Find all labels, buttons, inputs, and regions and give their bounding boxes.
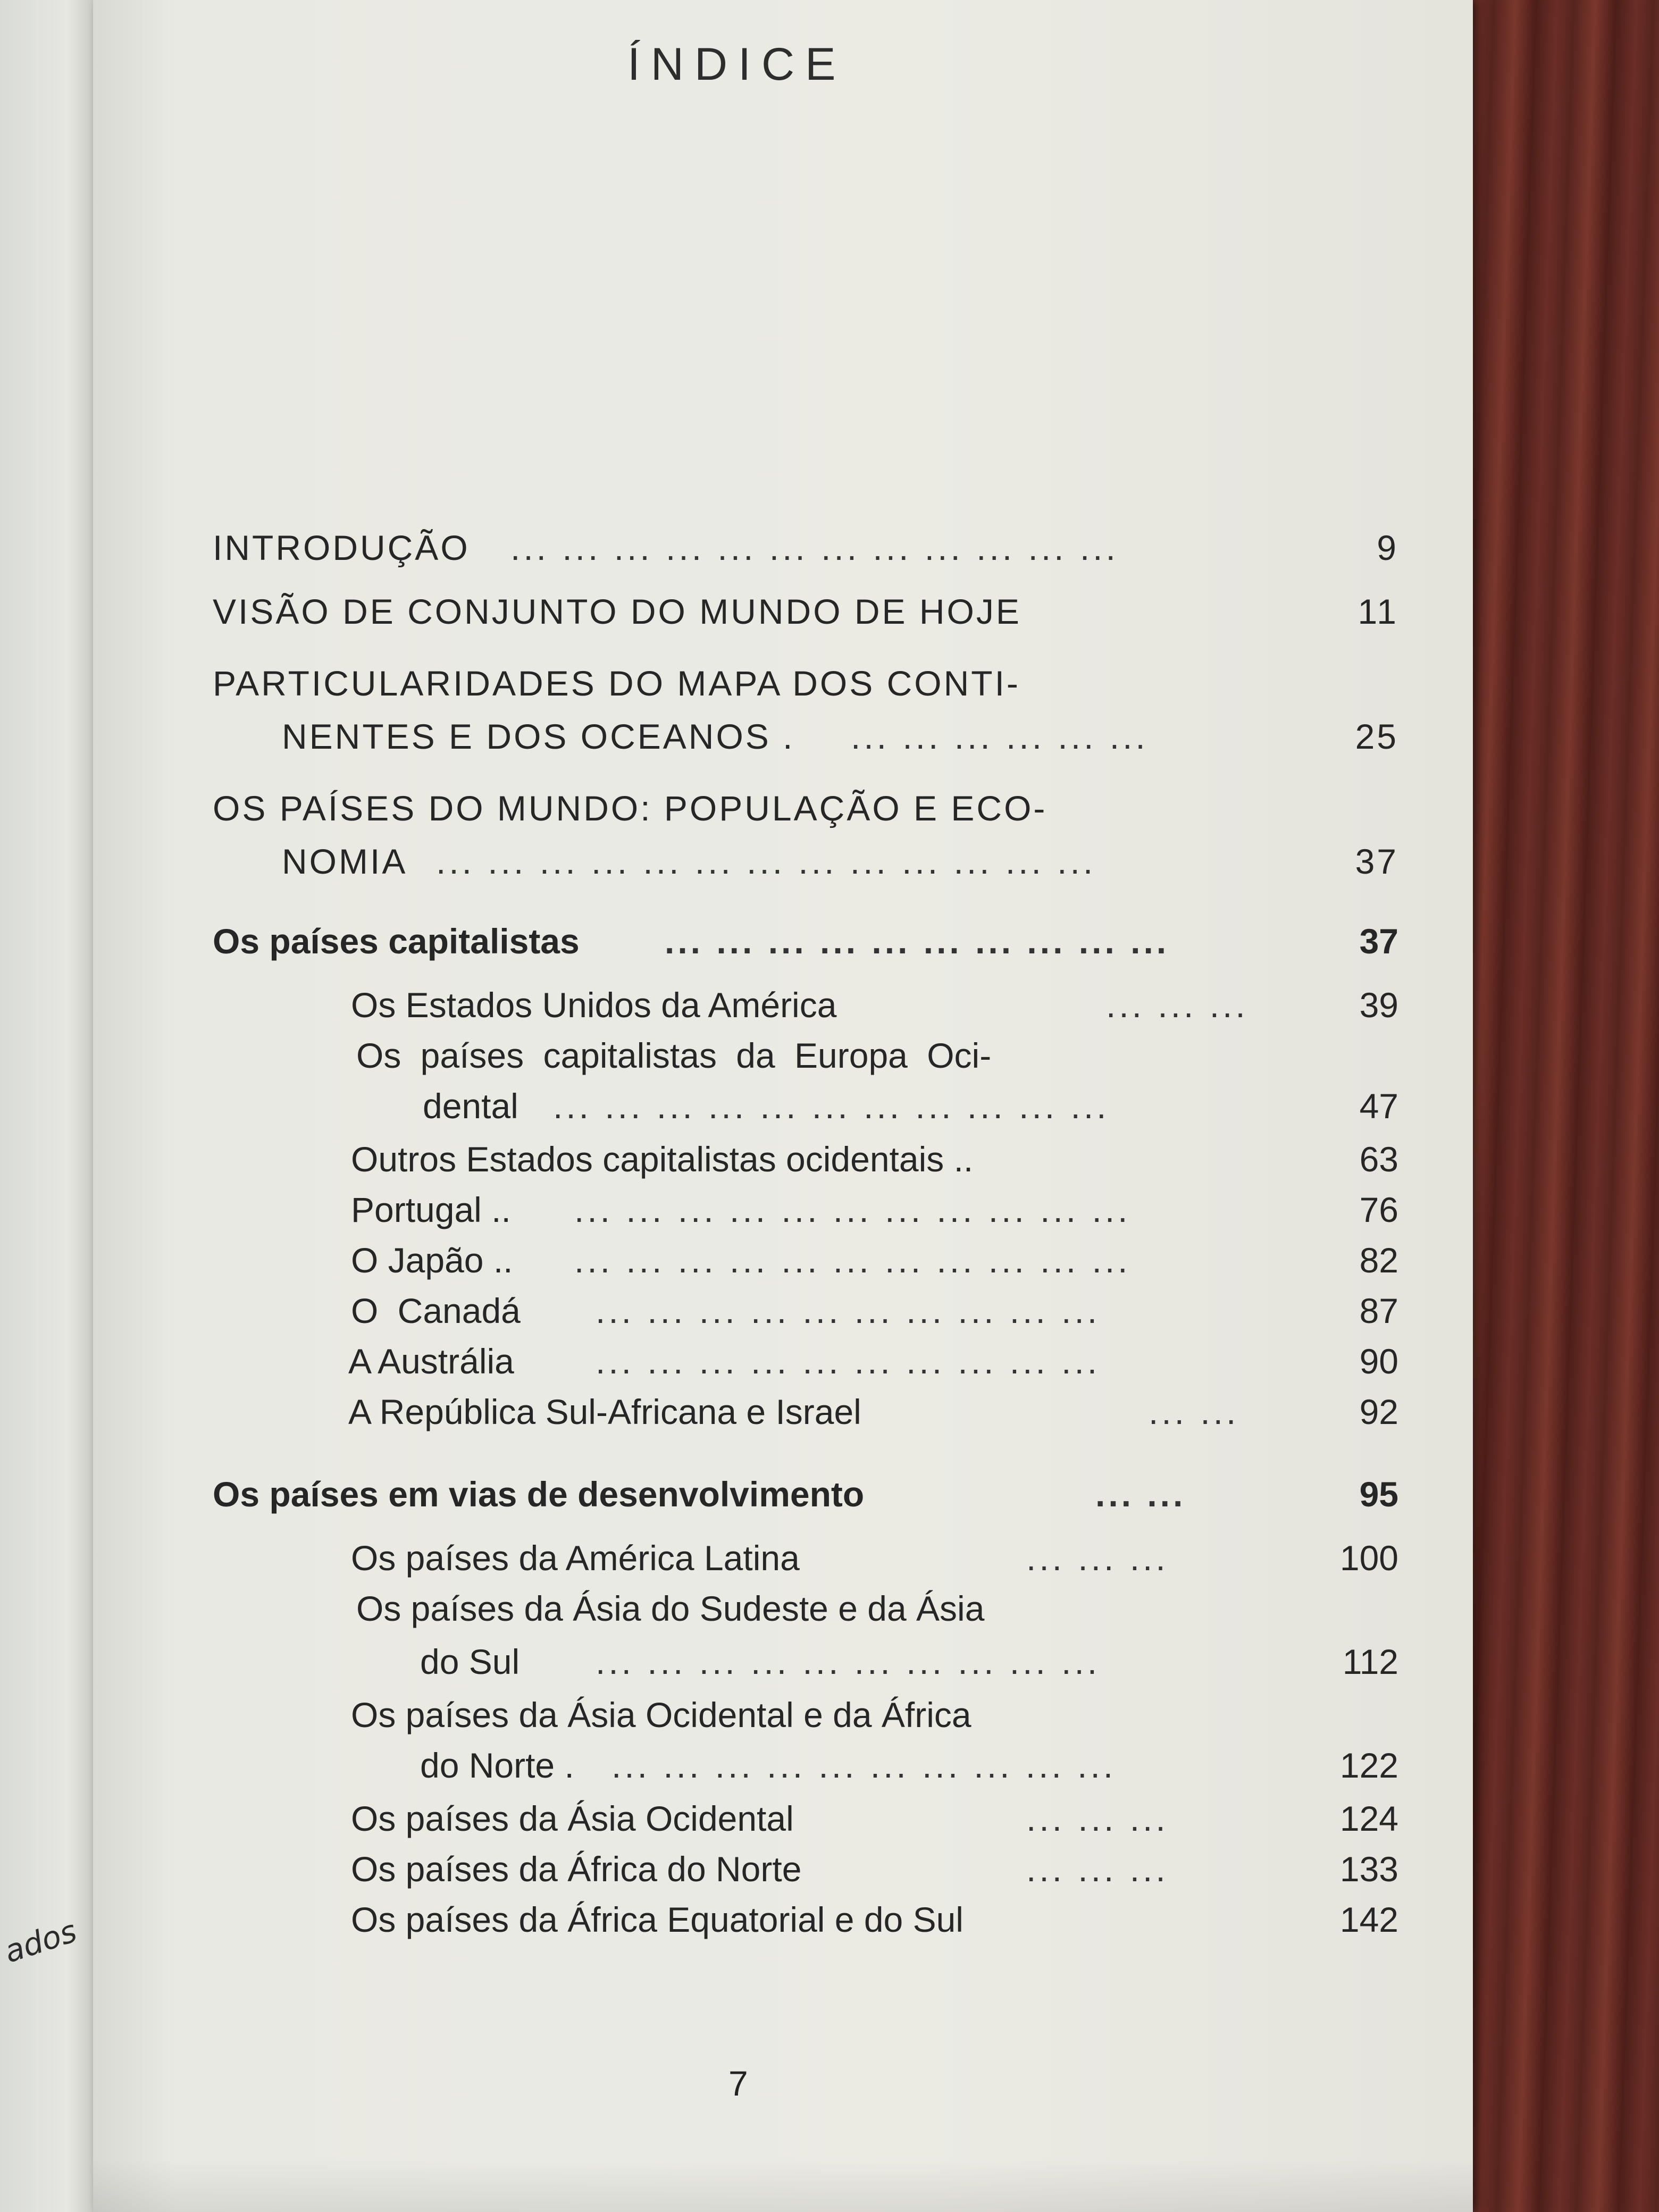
toc-entry-page: 25 [1355,717,1398,756]
toc-entry-page: 100 [1339,1538,1398,1578]
toc-leader-dots: ... ... ... [1026,1799,1169,1838]
page-shadow [93,2159,1473,2212]
toc-section-capitalistas [213,915,1398,968]
toc-entry-particularidades-line2 [213,710,1398,763]
toc-leader-dots: ... ... [1149,1392,1239,1431]
toc-entry-america-latina [213,1531,1398,1585]
toc-entry-asia-sudeste-line2 [213,1635,1398,1688]
toc-entry-japao [213,1234,1398,1287]
toc-entry-asia-africa-line1 [213,1688,1398,1741]
toc-entry-page: 37 [1355,842,1398,881]
toc-entry-page: 112 [1342,1642,1398,1681]
toc-entry-label: NENTES E DOS OCEANOS . [282,717,795,756]
toc-leader-dots: ... ... ... ... ... ... ... ... ... ... ... [553,1086,1110,1126]
toc-entry-africa-norte [213,1842,1398,1896]
toc-entry-europa-line1 [213,1029,1398,1082]
toc-entry-label: Os países capitalistas da Europa Oci- [356,1036,992,1075]
toc-entry-label: Os países da América Latina [351,1538,800,1578]
toc-entry-australia [213,1335,1398,1388]
toc-entry-introducao [213,521,1398,574]
toc-entry-asia-africa-line2 [213,1739,1398,1792]
toc-leader-dots: ... ... ... ... ... ... ... ... ... ... [665,921,1170,961]
toc-entry-label: Os países da África Equatorial e do Sul [351,1900,963,1939]
page-number: 7 [728,2064,748,2103]
toc-entry-page: 124 [1339,1799,1398,1838]
toc-entry-label: O Japão .. [351,1241,513,1280]
toc-leader-dots: ... ... ... ... ... ... [851,717,1149,756]
toc-entry-eua [213,978,1398,1032]
toc-entry-europa-line2 [213,1079,1398,1133]
toc-leader-dots: ... ... [1095,1474,1186,1514]
toc-entry-page: 87 [1359,1291,1398,1330]
toc-entry-page: 142 [1339,1900,1398,1939]
toc-entry-label: A Austrália [348,1342,514,1381]
left-page-edge [0,0,96,2212]
toc-entry-label: Os países da Ásia Ocidental [351,1799,794,1838]
toc-leader-dots: ... ... ... ... ... ... ... ... ... ... ... [574,1241,1131,1280]
toc-entry-label: VISÃO DE CONJUNTO DO MUNDO DE HOJE [213,592,1021,631]
page-title: ÍNDICE [627,39,847,90]
toc-entry-visao [213,585,1398,638]
toc-entry-page: 82 [1359,1241,1398,1280]
toc-section-desenvolvimento [213,1468,1398,1521]
toc-leader-dots: ... ... ... [1106,985,1249,1025]
toc-entry-page: 11 [1358,592,1398,631]
toc-entry-label: NOMIA [282,842,408,881]
toc-leader-dots: ... ... ... [1026,1538,1169,1578]
toc-entry-label: do Sul [420,1642,520,1681]
toc-entry-page: 47 [1359,1086,1398,1126]
toc-entry-label: Os países da África do Norte [351,1849,802,1889]
toc-leader-dots: ... ... ... ... ... ... ... ... ... ... [596,1642,1101,1681]
toc-entry-label: O Canadá [351,1291,521,1330]
toc-entry-label: Os países capitalistas [213,921,580,961]
toc-entry-paises-mundo-line2 [213,835,1398,888]
toc-entry-label: dental [423,1086,518,1126]
toc-entry-label: do Norte . [420,1746,574,1785]
toc-entry-outros [213,1133,1398,1186]
toc-entry-paises-mundo-line1 [213,782,1398,835]
wooden-surface [1457,0,1659,2212]
toc-entry-label: A República Sul-Africana e Israel [348,1392,861,1431]
left-page-text-fragment: ados [0,1913,81,1970]
toc-entry-label: Portugal .. [351,1190,511,1229]
toc-entry-particularidades-line1 [213,657,1398,710]
toc-entry-page: 9 [1377,528,1398,567]
toc-entry-page: 92 [1359,1392,1398,1431]
toc-entry-portugal [213,1183,1398,1236]
toc-leader-dots: ... ... ... ... ... ... ... ... ... ... ... [574,1190,1131,1229]
toc-entry-asia-sudeste-line1 [213,1582,1398,1635]
toc-entry-label: INTRODUÇÃO [213,528,470,567]
toc-leader-dots: ... ... ... ... ... ... ... ... ... ... [596,1291,1101,1330]
toc-entry-asia-ocidental [213,1792,1398,1845]
toc-entry-label: OS PAÍSES DO MUNDO: POPULAÇÃO E ECO- [213,789,1048,828]
toc-entry-page: 76 [1359,1190,1398,1229]
toc-entry-page: 37 [1359,921,1398,961]
toc-entry-label: PARTICULARIDADES DO MAPA DOS CONTI- [213,664,1020,703]
toc-entry-page: 122 [1339,1746,1398,1785]
toc-entry-sul-africa [213,1385,1398,1438]
toc-leader-dots: ... ... ... ... ... ... ... ... ... ... [596,1342,1101,1381]
toc-entry-label: Os Estados Unidos da América [351,985,837,1025]
toc-entry-canada [213,1284,1398,1337]
toc-entry-africa-equatorial [213,1893,1398,1946]
toc-leader-dots: ... ... ... ... ... ... ... ... ... ... [611,1746,1117,1785]
toc-entry-page: 95 [1359,1474,1398,1514]
toc-entry-page: 90 [1359,1342,1398,1381]
toc-entry-page: 39 [1359,985,1398,1025]
toc-entry-page: 63 [1359,1139,1398,1179]
toc-leader-dots: ... ... ... ... ... ... ... ... ... ... ... ... [510,528,1119,567]
toc-entry-page: 133 [1339,1849,1398,1889]
book-page [93,0,1473,2212]
toc-entry-label: Os países da Ásia do Sudeste e da Ásia [356,1589,985,1628]
toc-leader-dots: ... ... ... ... ... ... ... ... ... ... ... ... ... [436,842,1096,881]
toc-entry-label: Outros Estados capitalistas ocidentais .. [351,1139,974,1179]
toc-leader-dots: ... ... ... [1026,1849,1169,1889]
toc-entry-label: Os países da Ásia Ocidental e da África [351,1695,971,1735]
toc-entry-label: Os países em vias de desenvolvimento [213,1474,865,1514]
